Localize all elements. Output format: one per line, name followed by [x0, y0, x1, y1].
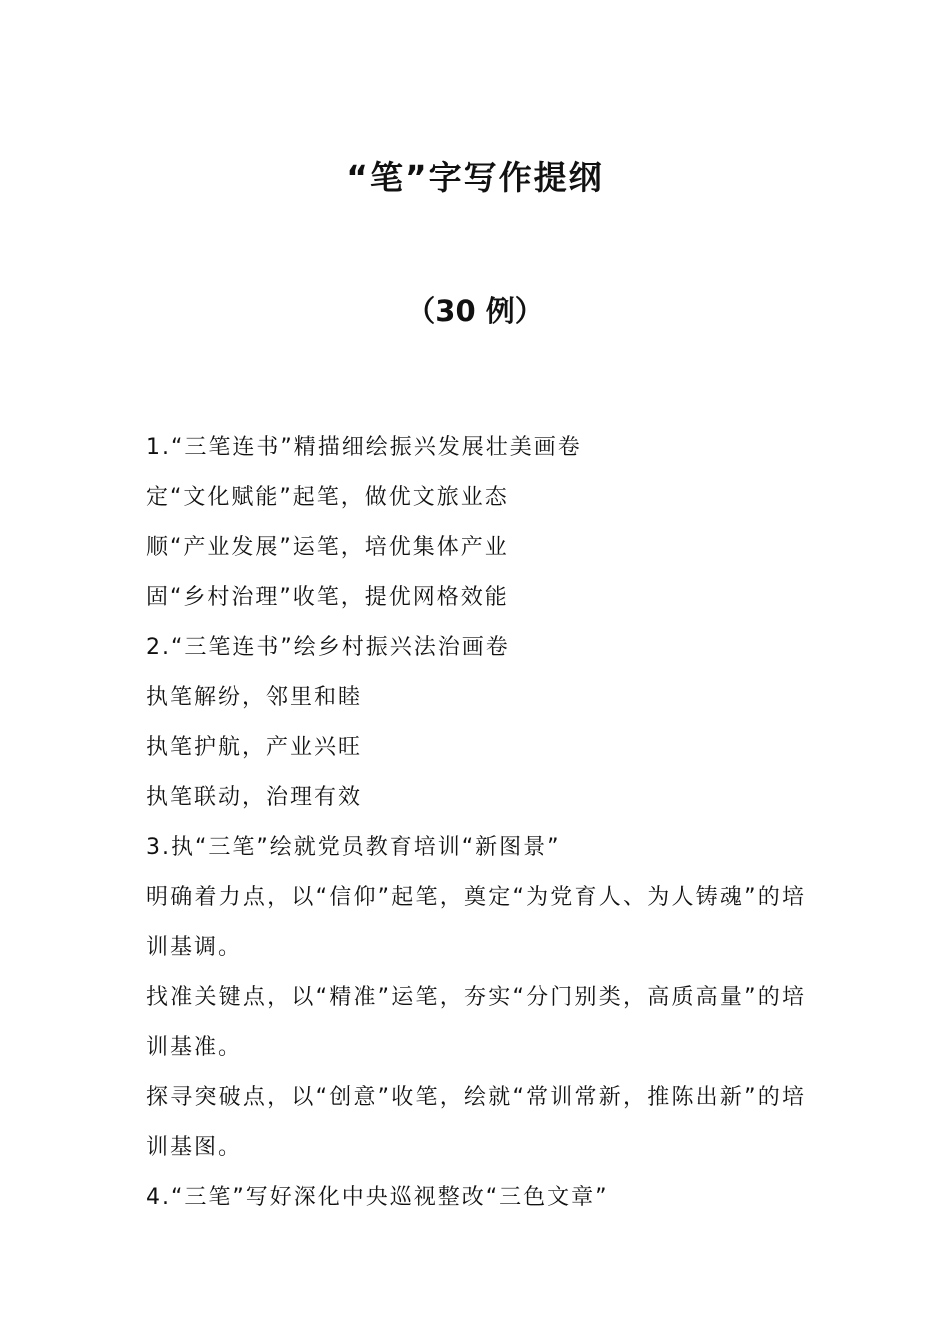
document-subtitle: （30 例）: [406, 294, 544, 328]
heading-1: 1.“三笔连书”精描细绘振兴发展壮美画卷: [146, 435, 582, 460]
text-line: 固“乡村治理”收笔，提优网格效能: [146, 585, 509, 610]
heading-3: 3.执“三笔”绘就党员教育培训“新图景”: [146, 835, 561, 860]
text-line: 执笔联动，治理有效: [146, 785, 363, 810]
text-line: 顺“产业发展”运笔，培优集体产业: [146, 535, 509, 560]
document-title: “笔”字写作提纲: [346, 158, 604, 197]
heading-4: 4.“三笔”写好深化中央巡视整改“三色文章”: [146, 1185, 609, 1210]
paragraph: 探寻突破点，以“创意”收笔，绘就“常训常新，推陈出新”的培训基图。: [146, 1085, 806, 1160]
text-line: 定“文化赋能”起笔，做优文旅业态: [146, 485, 509, 510]
heading-2: 2.“三笔连书”绘乡村振兴法治画卷: [146, 635, 510, 660]
text-line: 执笔护航，产业兴旺: [146, 735, 363, 760]
paragraph: 明确着力点，以“信仰”起笔，奠定“为党育人、为人铸魂”的培训基调。: [146, 885, 806, 960]
document-body: [146, 423, 806, 1223]
paragraph: 找准关键点，以“精准”运笔，夯实“分门别类，高质高量”的培训基准。: [146, 985, 806, 1060]
text-line: 执笔解纷，邻里和睦: [146, 685, 363, 710]
